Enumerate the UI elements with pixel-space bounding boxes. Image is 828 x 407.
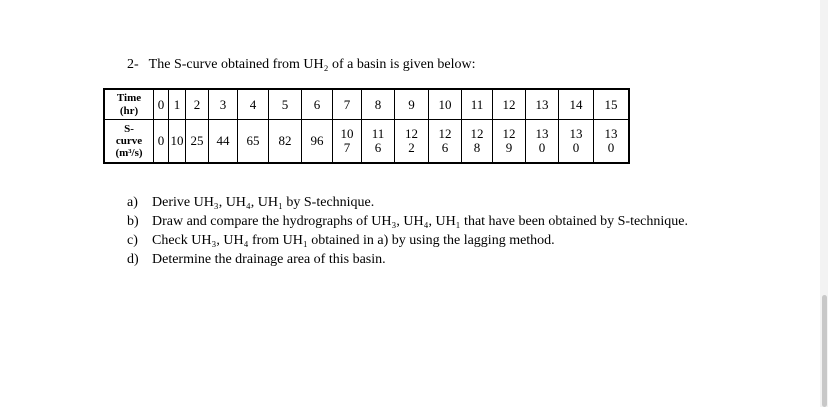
s-curve-value: 96 (310, 133, 324, 148)
time-cell: 13 (526, 89, 559, 120)
time-cell: 11 (462, 89, 493, 120)
s-curve-cell (395, 120, 429, 164)
time-label: Time (116, 92, 142, 104)
question-text: Draw and compare the hydrographs of UH₃, UH₄, UH₁ that have been obtained by S-technique. (152, 214, 688, 229)
s-curve-cell (462, 120, 493, 164)
question-item (127, 250, 688, 269)
s-curve-value-line1: 11 (371, 126, 385, 141)
s-curve-value: 0 (157, 133, 165, 148)
s-curve-row-header (104, 120, 154, 164)
question-item (127, 212, 688, 231)
s-curve-cell (302, 120, 333, 164)
s-curve-value: 65 (246, 133, 260, 148)
s-curve-label: S- (124, 123, 134, 135)
s-curve-cell (154, 120, 169, 164)
question-letter: d) (127, 252, 139, 267)
question-text: Determine the drainage area of this basin. (152, 252, 386, 267)
s-curve-value-line2: 7 (343, 140, 351, 155)
time-cell: 9 (395, 89, 429, 120)
s-curve-value-line2: 2 (408, 140, 415, 155)
question-item (127, 193, 688, 212)
s-curve-cell (559, 120, 594, 164)
problem-statement: The S-curve obtained from UH₂ of a basin is given below: (148, 57, 476, 72)
s-curve-value: 44 (216, 133, 230, 148)
time-cell: 14 (559, 89, 594, 120)
time-unit-label: (hr) (119, 105, 139, 117)
s-curve-value: 10 (170, 133, 184, 148)
s-curve-cell (526, 120, 559, 164)
problem-number: 2- (127, 57, 139, 72)
s-curve-value-line2: 0 (572, 140, 580, 155)
s-curve-value-line1: 10 (340, 126, 354, 141)
s-curve-value-line1: 12 (470, 126, 484, 141)
s-curve-value: 25 (190, 133, 204, 148)
s-curve-unit-label: (m³/s) (115, 147, 143, 159)
s-curve-row (104, 120, 629, 164)
question-letter: a) (127, 195, 138, 210)
s-curve-value-line2: 0 (607, 140, 615, 155)
problem-heading (127, 57, 475, 73)
time-cell: 6 (302, 89, 333, 120)
s-curve-cell (333, 120, 362, 164)
s-curve-table (103, 88, 630, 164)
s-curve-value-line2: 9 (505, 140, 513, 155)
time-cell: 4 (238, 89, 269, 120)
vertical-scrollbar[interactable] (820, 0, 828, 407)
question-letter: b) (127, 214, 139, 229)
s-curve-cell (209, 120, 238, 164)
time-cell: 10 (429, 89, 462, 120)
s-curve-value: 82 (278, 133, 292, 148)
time-cell: 2 (186, 89, 209, 120)
s-curve-label-line2: curve (115, 135, 143, 147)
s-curve-value-line1: 12 (438, 126, 452, 141)
s-curve-value-line2: 0 (538, 140, 546, 155)
time-cell: 1 (169, 89, 186, 120)
time-row-header (104, 89, 154, 120)
time-cell: 7 (333, 89, 362, 120)
time-cell: 12 (493, 89, 526, 120)
s-curve-cell (169, 120, 186, 164)
scrollbar-thumb[interactable] (822, 295, 827, 407)
s-curve-value-line2: 6 (374, 140, 382, 155)
time-row (104, 89, 629, 120)
question-text: Check UH₃, UH₄ from UH₁ obtained in a) by using the lagging method. (152, 233, 555, 248)
question-item (127, 231, 688, 250)
question-letter: c) (127, 233, 138, 248)
question-list (127, 193, 688, 269)
s-curve-cell (238, 120, 269, 164)
question-text: Derive UH₃, UH₄, UH₁ by S-technique. (152, 195, 375, 210)
s-curve-cell (594, 120, 630, 164)
s-curve-cell (186, 120, 209, 164)
s-curve-cell (269, 120, 302, 164)
s-curve-value-line2: 8 (473, 140, 481, 155)
s-curve-value-line2: 6 (441, 140, 449, 155)
s-curve-value-line1: 13 (569, 126, 583, 141)
time-cell: 5 (269, 89, 302, 120)
s-curve-value-line1: 12 (502, 126, 516, 141)
time-cell: 0 (154, 89, 169, 120)
s-curve-value-line1: 13 (604, 126, 618, 141)
time-cell: 15 (594, 89, 630, 120)
s-curve-value-line1: 12 (405, 126, 418, 141)
time-cell: 3 (209, 89, 238, 120)
time-cell: 8 (362, 89, 395, 120)
s-curve-cell (493, 120, 526, 164)
s-curve-cell (362, 120, 395, 164)
s-curve-cell (429, 120, 462, 164)
s-curve-value-line1: 13 (535, 126, 549, 141)
